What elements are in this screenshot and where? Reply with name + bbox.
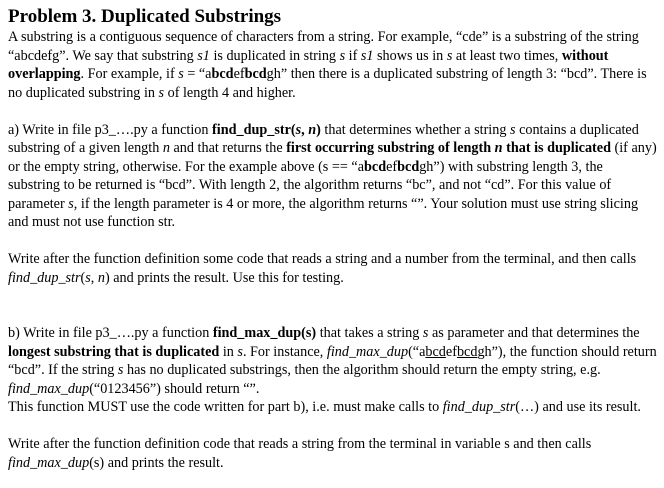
- text: of length 4 and higher.: [164, 84, 296, 101]
- text: gh” then there is a duplicated substring of length 3: “bcd”. There is no duplicated substring in: [8, 66, 647, 101]
- text: Write after the function definition some code that reads a string and a number from the terminal, and then calls: [8, 251, 637, 267]
- part-b-note-paragraph: [8, 398, 658, 417]
- text: ,: [301, 121, 309, 138]
- part-a-test-paragraph: [8, 250, 658, 287]
- text: This function MUST use the code written for part b), i.e. must make calls to: [8, 399, 443, 415]
- text: as parameter and that determines the: [428, 325, 640, 341]
- var-s: s: [158, 84, 165, 101]
- var-s: s: [117, 362, 124, 378]
- var-n: n: [494, 140, 503, 156]
- highlight-bcd: bcd: [456, 343, 478, 360]
- text: = “a: [183, 66, 212, 82]
- text: A substring is a contiguous sequence of characters from a string. For example, “cde” is a substring of the string “abcdefg”. We say that substring: [8, 29, 639, 64]
- text: (“a: [408, 343, 426, 360]
- text: contains a duplicated substring of a given length: [8, 121, 639, 156]
- var-s: s: [237, 343, 243, 360]
- text: b) Write in file p3_….py a function: [8, 325, 213, 341]
- text: (…) and use its result.: [515, 399, 641, 415]
- text: first occurring substring of length: [286, 140, 495, 156]
- spacer: [8, 417, 658, 436]
- text: gh”) with substring length 3, the substring to be returned is “bcd”. With length 2, the algorithm returns “bc”, and not “cd”. For this value of parameter: [8, 158, 612, 212]
- text: shows us in: [373, 47, 447, 64]
- highlight-bcd: bcd: [425, 343, 446, 360]
- text: ef: [386, 158, 398, 175]
- page-title: Problem 3. Duplicated Substrings: [8, 6, 282, 27]
- var-s: s: [339, 47, 346, 64]
- param-s: s: [295, 121, 302, 138]
- text: find_dup_str(: [212, 121, 296, 138]
- highlight-bcd: bcd: [397, 158, 420, 175]
- var-s1: s1: [360, 47, 374, 64]
- function-signature: find_max_dup(s): [212, 325, 317, 341]
- spacer: [8, 287, 658, 324]
- text: that is duplicated: [502, 140, 611, 156]
- text: if: [345, 47, 361, 64]
- function-name: find_dup_str: [8, 269, 81, 286]
- text: (: [80, 269, 86, 286]
- spacer: [8, 232, 658, 251]
- param-n: n: [308, 121, 317, 138]
- part-b-paragraph: [8, 324, 658, 398]
- var-s: s: [422, 325, 429, 341]
- emphasis: without overlapping: [8, 47, 609, 82]
- text: a) Write in file p3_….py a function: [8, 121, 213, 138]
- text: (s) and prints the result.: [89, 454, 224, 471]
- function-name: find_max_dup: [8, 454, 90, 471]
- var-s: s: [509, 121, 516, 138]
- text: has no duplicated substrings, then the algorithm should return the empty string, e.g.: [123, 362, 601, 378]
- text: ef: [233, 66, 245, 82]
- text: is duplicated in string: [209, 47, 340, 64]
- spacer: [8, 102, 658, 121]
- text: Write after the function definition code that reads a string from the terminal in variable s and then calls: [8, 436, 592, 452]
- text: gh”), the function should return “bcd”. If the string: [8, 343, 657, 378]
- function-signature: [212, 122, 321, 138]
- function-name: find_max_dup: [326, 343, 409, 360]
- text: in: [219, 343, 238, 360]
- var-s1: s1: [197, 47, 210, 64]
- var-s: s: [85, 269, 91, 286]
- text: and that returns the: [169, 140, 287, 156]
- part-a-paragraph: [8, 121, 658, 232]
- text: ef: [445, 343, 457, 360]
- text: . For instance,: [242, 343, 327, 360]
- function-name: find_dup_str: [442, 399, 516, 415]
- text: that determines whether a string: [320, 121, 510, 138]
- text: , if the length parameter is 4 or more, the algorithm returns “”. Your solution must use string slicing and must not use function str.: [8, 195, 639, 230]
- intro-paragraph: [8, 28, 658, 102]
- text: ) and prints the result. Use this for testing.: [104, 269, 344, 286]
- var-n: n: [162, 140, 170, 156]
- text: (“0123456”) should return “”.: [89, 380, 260, 397]
- var-s: s: [178, 66, 184, 82]
- text: that takes a string: [316, 325, 423, 341]
- text: . For example, if: [80, 66, 179, 82]
- highlight-bcd: bcd: [244, 66, 267, 82]
- emphasis: [286, 140, 611, 156]
- function-name: find_max_dup: [8, 380, 90, 397]
- var-s: s: [68, 195, 74, 212]
- text: ): [316, 121, 321, 138]
- highlight-bcd: bcd: [364, 158, 387, 175]
- highlight-bcd: bcd: [211, 66, 234, 82]
- emphasis: longest substring that is duplicated: [8, 343, 220, 360]
- text: (if any) or the empty string, otherwise. For the example above (s == “a: [8, 140, 657, 175]
- text: ,: [90, 269, 98, 286]
- part-b-test-paragraph: [8, 435, 658, 472]
- var-s: s: [446, 47, 453, 64]
- text: at least two times,: [452, 47, 562, 64]
- var-n: n: [97, 269, 105, 286]
